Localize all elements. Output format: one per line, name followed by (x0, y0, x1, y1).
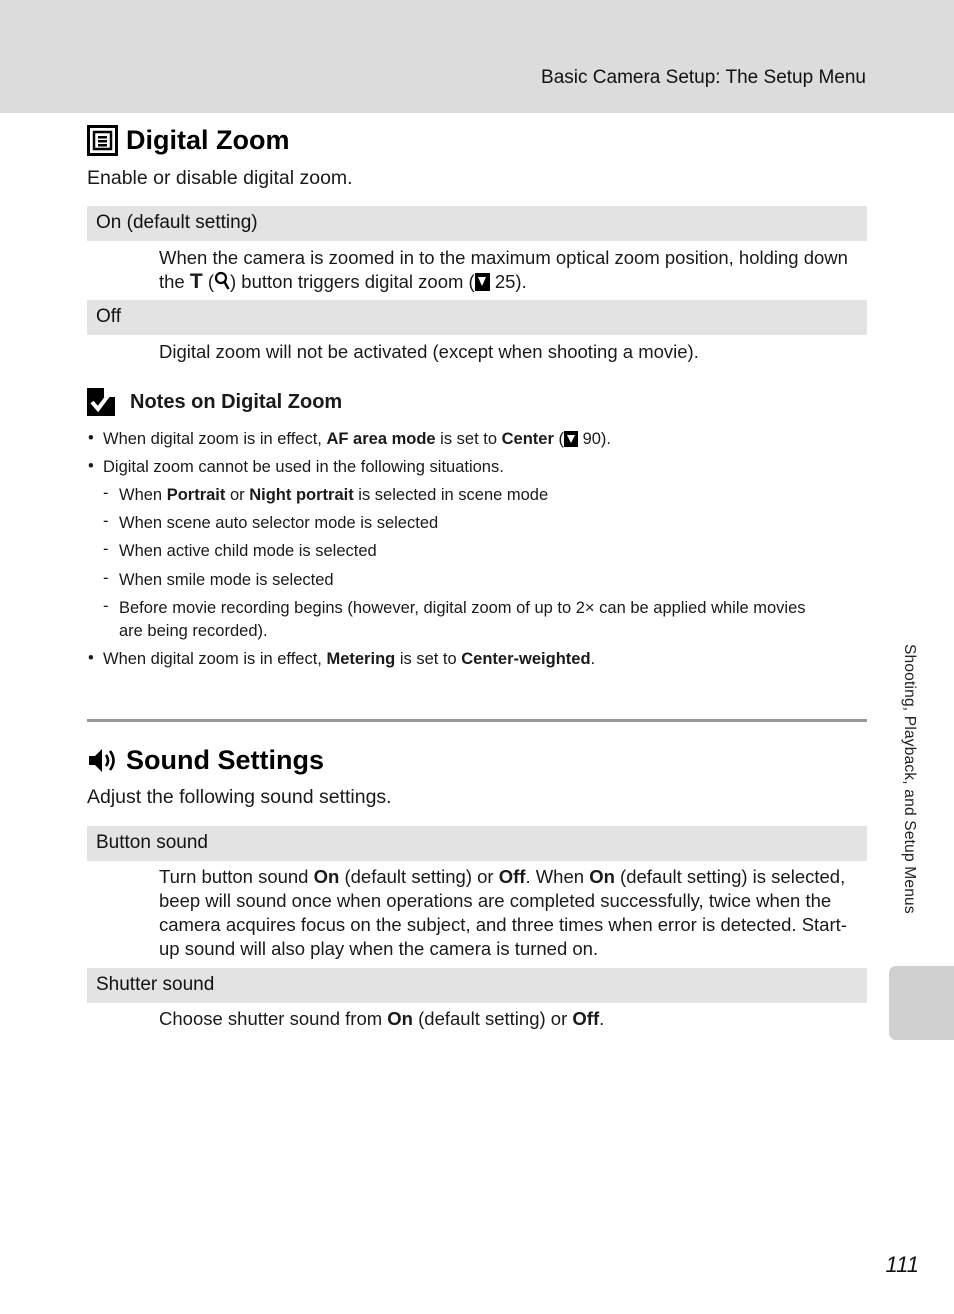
note-metering: When digital zoom is in effect, Metering is set to Center-weighted. (103, 650, 596, 668)
digital-zoom-icon (87, 125, 118, 156)
digital-zoom-title: Digital Zoom (87, 125, 867, 156)
option-bar-shutter-sound: Shutter sound (87, 968, 867, 1003)
notes-title: Notes on Digital Zoom (87, 388, 342, 416)
option-bar-off: Off (87, 300, 867, 335)
option-bar-button-sound: Button sound (87, 826, 867, 861)
page-reference-icon (475, 273, 490, 291)
side-tab[interactable] (889, 966, 954, 1040)
dash: - (103, 512, 109, 530)
situation-portrait: When Portrait or Night portrait is selected in scene mode (119, 486, 549, 504)
option-desc-off: Digital zoom will not be activated (except when shooting a movie). (159, 341, 699, 362)
option-bar-on: On (default setting) (87, 206, 867, 241)
situation-smile: When smile mode is selected (119, 571, 334, 589)
dash: - (103, 597, 109, 615)
speaker-icon (87, 745, 118, 776)
t-key-label: T (189, 270, 203, 293)
note-af-area: When digital zoom is in effect, AF area mode is set to Center ( 90). (103, 430, 612, 448)
checkmark-icon (87, 388, 115, 416)
dash: - (103, 484, 109, 502)
bullet: • (88, 457, 94, 475)
notes-block (87, 388, 867, 688)
sound-settings-section (87, 745, 867, 1029)
page-number: 111 (885, 1252, 919, 1277)
option-desc-shutter-sound: Choose shutter sound from On (default setting) or Off. (159, 1008, 605, 1029)
magnify-icon (214, 271, 230, 291)
situation-movie-line1: Before movie recording begins (however, digital zoom of up to 2× can be applied while movies (119, 599, 806, 617)
running-header: Basic Camera Setup: The Setup Menu (541, 67, 866, 88)
situation-scene-auto: When scene auto selector mode is selected (119, 514, 439, 532)
digital-zoom-lead: Enable or disable digital zoom. (87, 167, 353, 189)
bullet: • (88, 649, 94, 667)
section-divider (87, 719, 867, 722)
situation-movie-line2: are being recorded). (119, 622, 268, 640)
digital-zoom-section (87, 125, 867, 362)
header-band (0, 0, 954, 113)
sound-settings-lead: Adjust the following sound settings. (87, 786, 392, 808)
page-reference-icon (564, 431, 578, 447)
option-desc-on: When the camera is zoomed in to the maximum optical zoom position, holding down the T ( ) button triggers digital zoom ( 25). (159, 247, 848, 293)
bullet: • (88, 429, 94, 447)
situation-active-child: When active child mode is selected (119, 542, 377, 560)
note-situations: Digital zoom cannot be used in the following situations. (103, 458, 504, 476)
side-tab-label: Shooting, Playback, and Setup Menus (901, 644, 918, 914)
sound-settings-title: Sound Settings (87, 745, 867, 776)
dash: - (103, 540, 109, 558)
dash: - (103, 569, 109, 587)
option-desc-button-sound: Turn button sound On (default setting) or Off. When On (default setting) is selected, beep will sound once when operations are completed successfully, twice when the camera acquires focus on the subject, and three times when error is detected. Start-up sound will also play when the camera is turned on. (159, 866, 847, 959)
